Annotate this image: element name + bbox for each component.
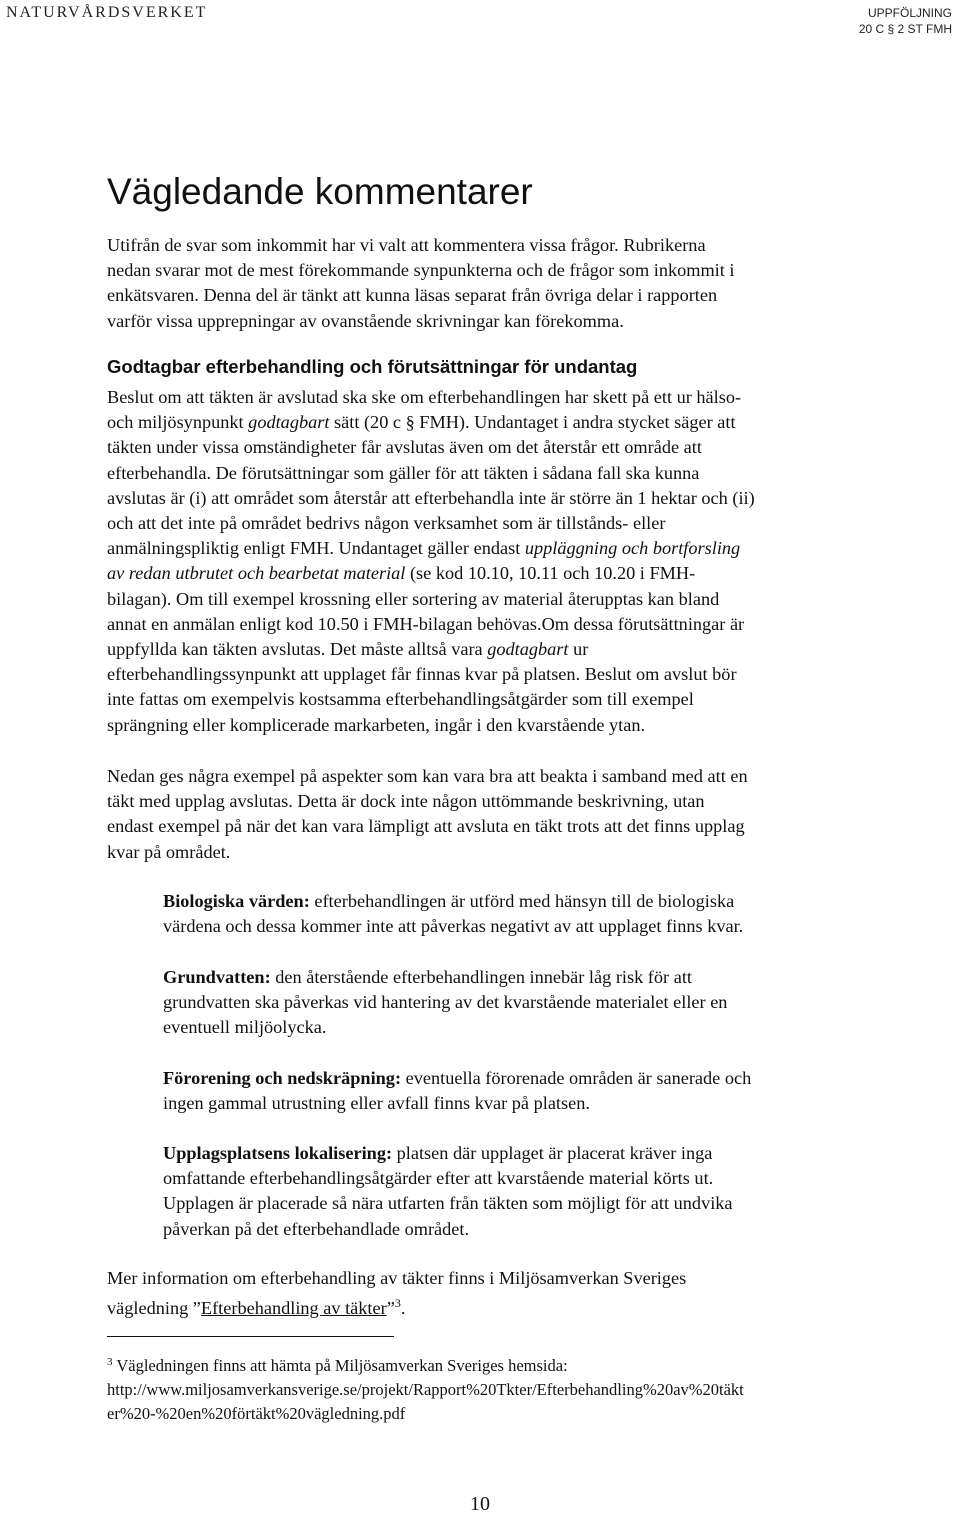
item-term: Biologiska värden: xyxy=(163,891,310,911)
emphasis: godtagbart xyxy=(487,639,569,660)
text-line: omfattande efterbehandlingsåtgärder efter att kvarstående material körts ut. xyxy=(163,1168,714,1189)
text-line: annat en anmälan enligt kod 10.50 i FMH-bilagan behövas.Om dessa förutsättningar är xyxy=(107,613,745,634)
section-paragraph xyxy=(107,385,877,738)
text-line: bilagan). Om till exempel krossning eller sortering av material återupptas kan bland xyxy=(107,588,720,609)
more-info-paragraph xyxy=(107,1266,877,1321)
header-line-2: 20 C § 2 ST FMH xyxy=(858,22,952,36)
text-run: den återstående efterbehandlingen innebär låg risk för att xyxy=(270,967,692,987)
text-line xyxy=(107,536,877,561)
text-line: avslutas är (i) att området som återstår att efterbehandla inte är större än 1 hektar och (ii) xyxy=(107,487,755,508)
text-line: efterbehandlingssynpunkt att upplaget får finnas kvar på platsen. Beslut om avslut bör xyxy=(107,664,737,685)
text-line xyxy=(107,1291,877,1321)
text-line: kvar på området. xyxy=(107,841,231,862)
text-line xyxy=(107,410,877,435)
item-term: Upplagsplatsens lokalisering: xyxy=(163,1143,393,1163)
intro-line: Utifrån de svar som inkommit har vi valt att kommentera vissa frågor. Rubrikerna xyxy=(107,235,706,255)
emphasis: uppläggning och bortforsling xyxy=(524,538,741,559)
text-line: påverkan på det efterbehandlade området. xyxy=(163,1218,470,1239)
footnote-divider xyxy=(107,1336,394,1337)
intro-line: varför vissa upprepningar av ovanstående skrivningar kan förekomma. xyxy=(107,310,624,331)
text-line: endast exempel på när det kan vara lämpligt att avsluta en täkt trots att det finns upplag xyxy=(107,816,745,837)
text-run: (se kod 10.10, 10.11 och 10.20 i FMH- xyxy=(405,563,696,584)
intro-paragraph xyxy=(107,233,877,334)
examples-intro-paragraph xyxy=(107,764,877,865)
emphasis: av redan utbrutet och bearbetat material xyxy=(107,563,406,584)
text-line xyxy=(163,965,878,990)
page-number: 10 xyxy=(470,1493,490,1515)
text-run: uppfyllda kan täkten avslutas. Det måste alltså vara xyxy=(107,639,488,660)
footnote-url-line[interactable]: er%20-%20en%20förtäkt%20vägledning.pdf xyxy=(107,1404,406,1423)
text-line xyxy=(163,1066,878,1091)
text-line: täkten under vissa omständigheter får avslutas även om det återstår ett område att xyxy=(107,437,702,458)
example-item-biological-values xyxy=(163,889,878,939)
text-line: Nedan ges några exempel på aspekter som kan vara bra att beakta i samband med att en xyxy=(107,766,748,786)
text-line: inte fattas om exempelvis kostsamma efterbehandlingsåtgärder som till exempel xyxy=(107,689,694,710)
header-line-1: UPPFÖLJNING xyxy=(867,6,952,20)
section-heading: Godtagbar efterbehandling och förutsättningar för undantag xyxy=(107,356,638,377)
text-line: eventuell miljöolycka. xyxy=(163,1017,327,1038)
text-line: sprängning eller komplicerade markarbeten, ingår i den kvarstående ytan. xyxy=(107,714,646,735)
text-run: ” xyxy=(386,1298,395,1319)
text-line xyxy=(163,1141,878,1166)
text-line xyxy=(163,889,878,914)
footnote-ref: 3 xyxy=(394,1296,401,1311)
example-item-groundwater xyxy=(163,965,878,1041)
text-run: anmälningspliktig enligt FMH. Undantaget gäller endast xyxy=(107,538,525,559)
text-line: värdena och dessa kommer inte att påverkas negativt av att upplaget finns kvar. xyxy=(163,916,744,937)
example-item-pollution xyxy=(163,1066,878,1116)
intro-line: enkätsvaren. Denna del är tänkt att kunna läsas separat från övriga delar i rapporten xyxy=(107,285,718,306)
text-line: efterbehandla. De förutsättningar som gäller för att täkten i sådana fall ska kunna xyxy=(107,462,700,483)
text-run: och miljösynpunkt xyxy=(107,412,249,433)
footnote-number: 3 xyxy=(107,1356,113,1368)
text-line: Upplagen är placerade så nära utfarten från täkten som möjligt för att undvika xyxy=(163,1193,733,1214)
text-line: Beslut om att täkten är avslutad ska ske om efterbehandlingen har skett på ett ur hälso- xyxy=(107,387,742,407)
text-line: grundvatten ska påverkas vid hantering av det kvarstående materialet eller en xyxy=(163,992,728,1013)
item-term: Grundvatten: xyxy=(163,967,271,987)
intro-line: nedan svarar mot de mest förekommande synpunkterna och de frågor som inkommit i xyxy=(107,260,735,281)
text-run: platsen där upplaget är placerat kräver inga xyxy=(392,1143,713,1163)
text-line xyxy=(107,1350,887,1378)
footnote-url-line[interactable]: http://www.miljosamverkansverige.se/projekt/Rapport%20Tkter/Efterbehandling%20av%20täkt xyxy=(107,1380,744,1399)
item-term: Förorening och nedskräpning: xyxy=(163,1068,402,1088)
text-line xyxy=(107,637,877,662)
guidance-link[interactable]: Efterbehandling av täkter xyxy=(200,1298,387,1319)
footnote xyxy=(107,1350,887,1426)
text-line: täkt med upplag avslutas. Detta är dock inte någon uttömmande beskrivning, utan xyxy=(107,791,705,812)
text-run: ur xyxy=(568,639,589,660)
text-run: vägledning ” xyxy=(107,1298,201,1319)
emphasis: godtagbart xyxy=(248,412,330,433)
text-line: ingen gammal utrustning eller avfall finns kvar på platsen. xyxy=(163,1093,590,1114)
running-header xyxy=(859,5,952,37)
text-run: efterbehandlingen är utförd med hänsyn till de biologiska xyxy=(309,891,735,911)
text-run: Vägledningen finns att hämta på Miljösamverkan Sveriges hemsida: xyxy=(112,1356,568,1375)
text-run: sätt (20 c § FMH). Undantaget i andra stycket säger att xyxy=(329,412,736,433)
org-name: NATURVÅRDSVERKET xyxy=(6,4,208,21)
text-line: och att det inte på området bedrivs någon verksamhet som är tillstånds- eller xyxy=(107,513,666,534)
text-run: . xyxy=(400,1298,406,1319)
text-run: eventuella förorenade områden är sanerade och xyxy=(401,1068,752,1088)
text-line: Mer information om efterbehandling av täkter finns i Miljösamverkan Sveriges xyxy=(107,1268,687,1288)
page-title: Vägledande kommentarer xyxy=(107,171,533,212)
example-item-location xyxy=(163,1141,878,1242)
text-line xyxy=(107,561,877,586)
